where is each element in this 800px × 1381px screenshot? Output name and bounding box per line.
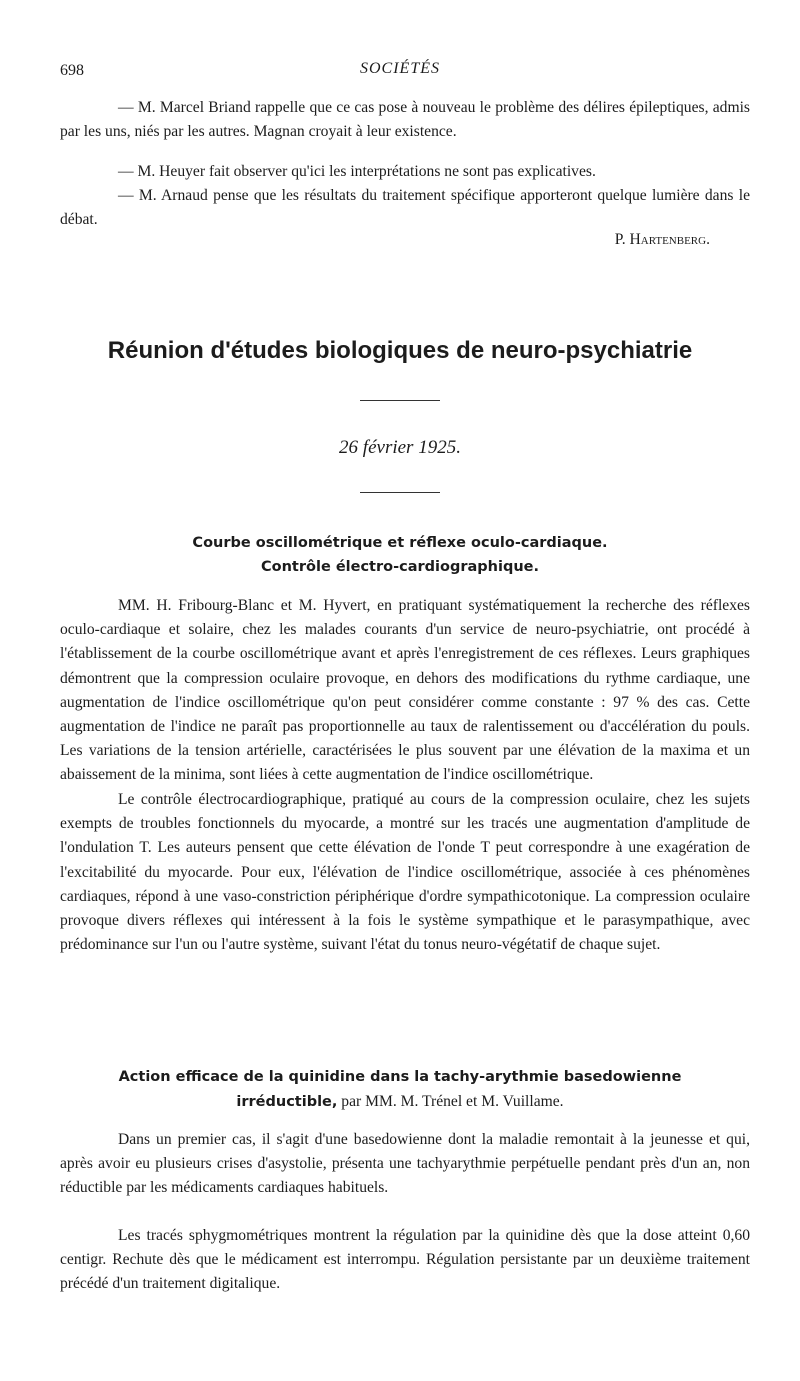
section2-title-line1: Action efficace de la quinidine dans la tachy-arythmie basedowienne	[118, 1069, 682, 1085]
section1-paragraph-2: Le contrôle électrocardiographique, pratiqué au cours de la compression oculaire, chez les sujets exempts de troubles fonctionnels du myocarde, a montré sur les tracés une augmentation d'amplitude de l'ondulation T. Les auteurs pensent que cette élévation de l'onde T peut correspondre à une exagération de l'excitabilité du myocarde. Pour eux, l'élévation de l'indice oscillométrique, associée à ces phénomènes cardiaques, répond à une vaso-constriction périphérique d'ordre sympathicotonique. La compression oculaire provoque divers réflexes qui intéressent à la fois le système sympathique et le parasympathique, avec prédominance sur l'un ou l'autre système, suivant l'état du tonus neuro-végétatif de chaque sujet.	[60, 791, 750, 954]
page-number: 698	[60, 62, 84, 79]
divider-top	[360, 400, 440, 401]
section2-byline: par MM. M. Trénel et M. Vuillame.	[337, 1093, 564, 1110]
discussion-paragraph-arnaud: — M. Arnaud pense que les résultats du traitement spécifique apporteront quelque lumière dans le débat.	[60, 187, 750, 229]
meeting-date: 26 février 1925.	[339, 437, 461, 458]
section2-title-bold: irréductible,	[236, 1094, 338, 1110]
section2-paragraph-2: Les tracés sphygmométriques montrent la régulation par la quinidine dès que la dose atteint 0,60 centigr. Rechute dès que le médicament est interrompu. Régulation persistante par un deuxième traitement précédé d'un traitement digitalique.	[60, 1227, 750, 1293]
signature: P. Hartenberg.	[614, 231, 710, 248]
section1-title-line1: Courbe oscillométrique et réflexe oculo-cardiaque.	[192, 535, 608, 551]
section2-title-line2	[0, 1090, 800, 1114]
meeting-title: Réunion d'études biologiques de neuro-psychiatrie	[107, 337, 693, 364]
discussion-paragraph-heuyer: — M. Heuyer fait observer qu'ici les interprétations ne sont pas explicatives.	[118, 163, 596, 180]
section1-title-line2: Contrôle électro-cardiographique.	[261, 559, 539, 575]
divider-bottom	[360, 492, 440, 493]
section2-paragraph-1: Dans un premier cas, il s'agit d'une basedowienne dont la maladie remontait à la jeunesse et qui, après avoir eu plusieurs crises d'asystolie, présenta une tachyarythmie perpétuelle pendant près d'un an, non réductible par les médicaments cardiaques habituels.	[60, 1131, 750, 1197]
running-title: SOCIÉTÉS	[360, 60, 440, 77]
section1-paragraph-1: MM. H. Fribourg-Blanc et M. Hyvert, en pratiquant systématiquement la recherche des réflexes oculo-cardiaque et solaire, chez les malades courants d'un service de neuro-psychiatrie, ont procédé à l'établissement de la courbe oscillométrique avant et après l'enregistrement de ces réflexes. Leurs graphiques démontrent que la compression oculaire provoque, en dehors des modifications du rythme cardiaque, une augmentation de l'indice oscillométrique qu'on peut considérer comme constante : 97 % des cas. Cette augmentation de l'indice ne paraît pas proportionnelle au taux de ralentissement ou d'accélération du pouls. Les variations de la tension artérielle, caractérisées le plus souvent par une élévation de la maxima et un abaissement de la minima, sont liées à cette augmentation de l'indice oscillométrique.	[60, 597, 750, 784]
discussion-paragraph-briand: — M. Marcel Briand rappelle que ce cas pose à nouveau le problème des délires épileptiques, admis par les uns, niés par les autres. Magnan croyait à leur existence.	[60, 99, 750, 141]
